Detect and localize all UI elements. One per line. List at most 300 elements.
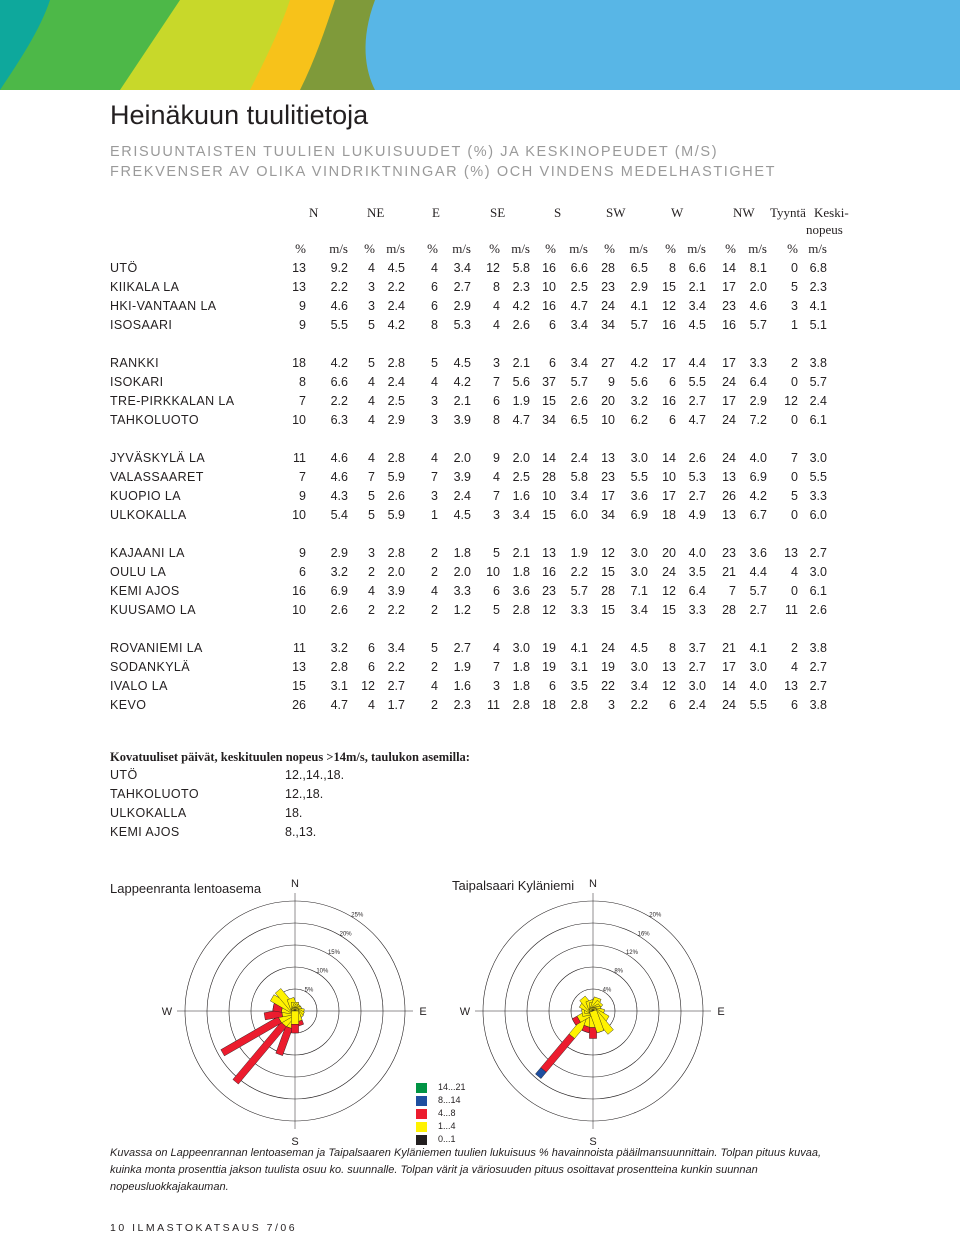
compass-s: S xyxy=(589,1136,597,1148)
cell-speed: 2.6 xyxy=(512,318,530,332)
cell-speed: 6.7 xyxy=(749,508,767,522)
station-name: KEMI AJOS xyxy=(110,584,180,598)
cell-percent: 26 xyxy=(722,489,736,503)
cell-speed: 4.7 xyxy=(570,299,588,313)
cell-percent: 2 xyxy=(368,603,375,617)
station-name: JYVÄSKYLÄ LA xyxy=(110,451,206,465)
rose-bar-red xyxy=(291,1024,298,1033)
cell-percent: 19 xyxy=(601,660,615,674)
cell-speed: 4.0 xyxy=(749,679,767,693)
cell-percent: 12 xyxy=(662,299,676,313)
cell-percent: 12 xyxy=(601,546,615,560)
cell-percent: 6 xyxy=(299,565,306,579)
cell-speed: 4.1 xyxy=(749,641,767,655)
cell-percent: 0 xyxy=(791,584,798,598)
table-row xyxy=(110,261,850,280)
cell-speed: 2.9 xyxy=(630,280,648,294)
cell-percent: 14 xyxy=(722,261,736,275)
cell-percent: 4 xyxy=(493,299,500,313)
compass-e: E xyxy=(717,1006,725,1018)
station-name: ISOKARI xyxy=(110,375,164,389)
cell-speed: 4.4 xyxy=(688,356,706,370)
cell-percent: 5 xyxy=(431,641,438,655)
cell-speed: 3.9 xyxy=(387,584,405,598)
cell-speed: 4.7 xyxy=(688,413,706,427)
cell-speed: 2.7 xyxy=(688,489,706,503)
cell-percent: 13 xyxy=(292,261,306,275)
station-name: RANKKI xyxy=(110,356,159,370)
cell-speed: 2.6 xyxy=(330,603,348,617)
cell-speed: 2.2 xyxy=(570,565,588,579)
cell-percent: 7 xyxy=(299,394,306,408)
wind-rose-lappeenranta xyxy=(162,878,427,1148)
cell-percent: 4 xyxy=(368,413,375,427)
cell-speed: 1.6 xyxy=(512,489,530,503)
cell-speed: 5.6 xyxy=(512,375,530,389)
cell-speed: 3.0 xyxy=(688,679,706,693)
cell-speed: 5.7 xyxy=(570,375,588,389)
cell-speed: 3.4 xyxy=(570,356,588,370)
station-name: VALASSAARET xyxy=(110,470,204,484)
table-row xyxy=(110,318,850,337)
cell-speed: 2.0 xyxy=(387,565,405,579)
legend-swatch xyxy=(416,1135,427,1145)
cell-percent: 6 xyxy=(791,698,798,712)
station-name: UTÖ xyxy=(110,261,138,275)
cell-percent: 1 xyxy=(791,318,798,332)
cell-speed: 4.2 xyxy=(749,489,767,503)
unit-percent: % xyxy=(665,241,676,256)
table-row xyxy=(110,641,850,660)
cell-speed: 3.6 xyxy=(512,584,530,598)
cell-percent: 28 xyxy=(542,470,556,484)
subtitle-finnish: ERISUUNTAISTEN TUULIEN LUKUISUUDET (%) JA KESKINOPEUDET (M/S) xyxy=(110,144,719,160)
cell-speed: 5.3 xyxy=(688,470,706,484)
cell-percent: 5 xyxy=(368,356,375,370)
cell-percent: 19 xyxy=(542,660,556,674)
cell-percent: 6 xyxy=(669,698,676,712)
cell-percent: 8 xyxy=(299,375,306,389)
cell-speed: 3.1 xyxy=(330,679,348,693)
cell-speed: 3.0 xyxy=(630,565,648,579)
station-name: KEVO xyxy=(110,698,147,712)
unit-percent: % xyxy=(427,241,438,256)
cell-percent: 23 xyxy=(722,546,736,560)
cell-speed: 2.2 xyxy=(330,280,348,294)
rose-ring-label: 5% xyxy=(304,987,314,994)
cell-percent: 10 xyxy=(542,489,556,503)
cell-speed: 3.6 xyxy=(630,489,648,503)
cell-speed: 2.0 xyxy=(453,565,471,579)
cell-percent: 7 xyxy=(791,451,798,465)
cell-percent: 1 xyxy=(431,508,438,522)
cell-percent: 6 xyxy=(368,641,375,655)
cell-speed: 6.5 xyxy=(570,413,588,427)
cell-percent: 23 xyxy=(542,584,556,598)
cell-speed: 2.8 xyxy=(387,356,405,370)
mean-speed-header-1: Keski- xyxy=(814,205,849,220)
cell-percent: 6 xyxy=(431,280,438,294)
cell-percent: 14 xyxy=(662,451,676,465)
cell-percent: 3 xyxy=(608,698,615,712)
cell-speed: 5.5 xyxy=(330,318,348,332)
cell-speed: 2.6 xyxy=(387,489,405,503)
cell-percent: 3 xyxy=(493,356,500,370)
cell-speed: 2.8 xyxy=(512,603,530,617)
rose-ring-label: 20% xyxy=(649,912,662,919)
cell-percent: 12 xyxy=(486,261,500,275)
cell-percent: 15 xyxy=(662,280,676,294)
cell-percent: 21 xyxy=(722,565,736,579)
cell-speed: 2.1 xyxy=(512,546,530,560)
cell-speed: 6.9 xyxy=(330,584,348,598)
cell-speed: 5.5 xyxy=(749,698,767,712)
cell-speed: 6.6 xyxy=(330,375,348,389)
storm-dates: 12.,18. xyxy=(285,787,324,801)
table-row xyxy=(110,394,850,413)
table-row xyxy=(110,565,850,584)
cell-percent: 12 xyxy=(361,679,375,693)
rose-title-taipalsaari: Taipalsaari Kyläniemi xyxy=(452,878,575,893)
rose-bar-red xyxy=(589,1028,596,1039)
cell-percent: 11 xyxy=(293,641,306,655)
cell-percent: 17 xyxy=(662,356,676,370)
cell-percent: 15 xyxy=(292,679,306,693)
cell-speed: 3.2 xyxy=(330,565,348,579)
cell-speed: 6.4 xyxy=(749,375,767,389)
rose-ring-label: 8% xyxy=(614,968,623,975)
cell-percent: 9 xyxy=(608,375,615,389)
cell-speed: 7.2 xyxy=(749,413,767,427)
cell-speed: 2.4 xyxy=(688,698,706,712)
cell-speed: 4.7 xyxy=(330,698,348,712)
cell-speed: 3.4 xyxy=(512,508,530,522)
cell-speed: 6.2 xyxy=(630,413,648,427)
dir-header-nw: NW xyxy=(733,205,755,220)
station-name: KUUSAMO LA xyxy=(110,603,196,617)
cell-speed: 5.7 xyxy=(630,318,648,332)
cell-speed: 2.4 xyxy=(570,451,588,465)
cell-percent: 10 xyxy=(292,508,306,522)
cell-percent: 6 xyxy=(493,584,500,598)
cell-percent: 2 xyxy=(368,565,375,579)
cell-speed: 1.8 xyxy=(512,679,530,693)
cell-speed: 8.1 xyxy=(749,261,767,275)
cell-speed: 4.2 xyxy=(512,299,530,313)
storm-station: KEMI AJOS xyxy=(110,825,180,839)
storm-days-heading: Kovatuuliset päivät, keskituulen nopeus >14m/s, taulukon asemilla: xyxy=(110,750,470,764)
cell-percent: 4 xyxy=(431,451,438,465)
legend-label: 1...4 xyxy=(438,1121,456,1131)
cell-percent: 13 xyxy=(601,451,615,465)
cell-percent: 5 xyxy=(368,318,375,332)
cell-speed: 3.0 xyxy=(512,641,530,655)
cell-speed: 3.9 xyxy=(453,413,471,427)
cell-speed: 3.0 xyxy=(630,660,648,674)
station-name: TAHKOLUOTO xyxy=(110,413,199,427)
cell-percent: 3 xyxy=(431,413,438,427)
table-row xyxy=(110,489,850,508)
storm-days-section xyxy=(110,750,470,839)
cell-percent: 17 xyxy=(722,356,736,370)
cell-speed: 4.5 xyxy=(688,318,706,332)
cell-percent: 0 xyxy=(791,413,798,427)
cell-speed: 2.9 xyxy=(330,546,348,560)
cell-percent: 3 xyxy=(368,546,375,560)
cell-speed: 5.1 xyxy=(809,318,827,332)
wind-rose-taipalsaari xyxy=(460,878,725,1148)
cell-percent: 27 xyxy=(601,356,615,370)
cell-percent: 0 xyxy=(791,508,798,522)
cell-speed: 6.1 xyxy=(809,413,827,427)
cell-percent: 10 xyxy=(486,565,500,579)
cell-percent: 8 xyxy=(431,318,438,332)
cell-speed: 2.7 xyxy=(387,679,405,693)
cell-percent: 5 xyxy=(493,603,500,617)
unit-ms: m/s xyxy=(629,241,648,256)
cell-percent: 4 xyxy=(368,451,375,465)
cell-percent: 4 xyxy=(493,470,500,484)
cell-percent: 6 xyxy=(549,318,556,332)
cell-percent: 4 xyxy=(791,660,798,674)
cell-speed: 7.1 xyxy=(630,584,648,598)
cell-speed: 4.0 xyxy=(688,546,706,560)
cell-speed: 2.1 xyxy=(688,280,706,294)
cell-speed: 4.5 xyxy=(453,356,471,370)
cell-percent: 24 xyxy=(722,413,736,427)
station-name: SODANKYLÄ xyxy=(110,660,191,674)
cell-percent: 34 xyxy=(542,413,556,427)
cell-speed: 1.7 xyxy=(387,698,405,712)
cell-percent: 5 xyxy=(431,356,438,370)
cell-percent: 13 xyxy=(292,280,306,294)
unit-ms: m/s xyxy=(386,241,405,256)
cell-speed: 2.8 xyxy=(512,698,530,712)
cell-percent: 16 xyxy=(542,299,556,313)
rose-bar xyxy=(291,1011,298,1033)
cell-percent: 2 xyxy=(431,660,438,674)
storm-dates: 18. xyxy=(285,806,303,820)
cell-speed: 2.7 xyxy=(688,394,706,408)
cell-speed: 3.0 xyxy=(809,565,827,579)
cell-percent: 16 xyxy=(542,565,556,579)
cell-percent: 13 xyxy=(722,508,736,522)
cell-percent: 12 xyxy=(662,679,676,693)
cell-percent: 15 xyxy=(542,508,556,522)
cell-speed: 3.4 xyxy=(387,641,405,655)
cell-speed: 2.4 xyxy=(387,375,405,389)
cell-speed: 3.4 xyxy=(570,318,588,332)
table-row xyxy=(110,584,850,603)
cell-percent: 5 xyxy=(368,508,375,522)
cell-speed: 4.0 xyxy=(749,451,767,465)
cell-percent: 4 xyxy=(368,375,375,389)
cell-speed: 2.7 xyxy=(809,679,827,693)
cell-percent: 28 xyxy=(722,603,736,617)
station-name: KAJAANI LA xyxy=(110,546,185,560)
cell-percent: 15 xyxy=(601,603,615,617)
cell-speed: 4.2 xyxy=(453,375,471,389)
unit-percent: % xyxy=(545,241,556,256)
cell-speed: 4.2 xyxy=(387,318,405,332)
cell-speed: 5.5 xyxy=(809,470,827,484)
cell-speed: 3.0 xyxy=(630,546,648,560)
cell-speed: 4.2 xyxy=(330,356,348,370)
table-row xyxy=(110,375,850,394)
cell-speed: 4.6 xyxy=(330,299,348,313)
station-name: OULU LA xyxy=(110,565,167,579)
cell-speed: 9.2 xyxy=(330,261,348,275)
cell-percent: 2 xyxy=(791,641,798,655)
cell-percent: 4 xyxy=(431,584,438,598)
legend-label: 0...1 xyxy=(438,1134,456,1144)
cell-percent: 3 xyxy=(368,299,375,313)
cell-speed: 5.5 xyxy=(688,375,706,389)
cell-percent: 17 xyxy=(601,489,615,503)
rose-bar-yellow xyxy=(291,1011,298,1024)
rose-ring-label: 15% xyxy=(327,950,340,957)
rose-ring-label: 16% xyxy=(637,931,650,938)
cell-speed: 2.3 xyxy=(453,698,471,712)
cell-percent: 8 xyxy=(493,413,500,427)
cell-percent: 9 xyxy=(299,489,306,503)
cell-percent: 13 xyxy=(722,470,736,484)
cell-speed: 3.1 xyxy=(570,660,588,674)
unit-ms: m/s xyxy=(748,241,767,256)
cell-speed: 1.9 xyxy=(512,394,530,408)
cell-speed: 2.6 xyxy=(570,394,588,408)
cell-speed: 3.0 xyxy=(630,451,648,465)
cell-speed: 4.6 xyxy=(749,299,767,313)
compass-n: N xyxy=(291,878,299,890)
cell-percent: 19 xyxy=(542,641,556,655)
cell-speed: 6.3 xyxy=(330,413,348,427)
cell-percent: 0 xyxy=(791,470,798,484)
cell-percent: 11 xyxy=(487,698,500,712)
rose-ring-label: 10% xyxy=(316,968,329,975)
cell-speed: 4.5 xyxy=(453,508,471,522)
cell-percent: 15 xyxy=(662,603,676,617)
cell-percent: 12 xyxy=(784,394,798,408)
unit-percent: % xyxy=(295,241,306,256)
cell-percent: 15 xyxy=(601,565,615,579)
station-name: IVALO LA xyxy=(110,679,168,693)
cell-speed: 3.0 xyxy=(749,660,767,674)
cell-percent: 4 xyxy=(791,565,798,579)
header-banner xyxy=(0,0,960,90)
mean-speed-header-2: nopeus xyxy=(806,222,843,237)
cell-speed: 2.0 xyxy=(512,451,530,465)
cell-speed: 6.8 xyxy=(809,261,827,275)
cell-percent: 3 xyxy=(368,280,375,294)
cell-speed: 3.0 xyxy=(809,451,827,465)
cell-speed: 1.8 xyxy=(512,660,530,674)
cell-percent: 10 xyxy=(292,603,306,617)
cell-speed: 4.4 xyxy=(749,565,767,579)
cell-percent: 6 xyxy=(368,660,375,674)
cell-speed: 1.9 xyxy=(453,660,471,674)
cell-percent: 24 xyxy=(722,451,736,465)
cell-speed: 5.8 xyxy=(512,261,530,275)
cell-speed: 3.4 xyxy=(688,299,706,313)
cell-percent: 0 xyxy=(791,375,798,389)
cell-speed: 4.6 xyxy=(330,470,348,484)
cell-speed: 2.8 xyxy=(387,546,405,560)
unit-ms: m/s xyxy=(687,241,706,256)
cell-speed: 5.6 xyxy=(630,375,648,389)
page-title: Heinäkuun tuulitietoja xyxy=(110,100,369,130)
cell-percent: 10 xyxy=(292,413,306,427)
cell-percent: 16 xyxy=(542,261,556,275)
compass-w: W xyxy=(459,1006,471,1018)
cell-percent: 4 xyxy=(431,375,438,389)
cell-percent: 6 xyxy=(549,679,556,693)
cell-percent: 14 xyxy=(722,679,736,693)
station-name: TRE-PIRKKALAN LA xyxy=(110,394,235,408)
cell-percent: 18 xyxy=(542,698,556,712)
cell-percent: 2 xyxy=(431,603,438,617)
cell-speed: 3.5 xyxy=(570,679,588,693)
cell-speed: 1.6 xyxy=(453,679,471,693)
cell-speed: 2.2 xyxy=(387,603,405,617)
compass-w: W xyxy=(161,1006,173,1018)
cell-percent: 4 xyxy=(368,394,375,408)
table-row xyxy=(110,508,850,527)
cell-percent: 5 xyxy=(493,546,500,560)
cell-speed: 2.3 xyxy=(809,280,827,294)
cell-percent: 3 xyxy=(791,299,798,313)
banner-graphic xyxy=(0,0,960,90)
cell-percent: 23 xyxy=(601,470,615,484)
cell-percent: 13 xyxy=(542,546,556,560)
cell-percent: 13 xyxy=(662,660,676,674)
dir-header-se: SE xyxy=(490,205,506,220)
cell-percent: 4 xyxy=(493,641,500,655)
cell-percent: 3 xyxy=(493,508,500,522)
cell-speed: 2.7 xyxy=(809,660,827,674)
cell-speed: 2.9 xyxy=(387,413,405,427)
cell-percent: 28 xyxy=(601,584,615,598)
cell-speed: 5.4 xyxy=(330,508,348,522)
station-name: KIIKALA LA xyxy=(110,280,180,294)
cell-speed: 3.2 xyxy=(630,394,648,408)
cell-speed: 3.9 xyxy=(453,470,471,484)
rose-ring-label: 25% xyxy=(351,912,364,919)
cell-speed: 2.8 xyxy=(387,451,405,465)
cell-percent: 11 xyxy=(785,603,798,617)
cell-speed: 2.6 xyxy=(809,603,827,617)
cell-speed: 2.8 xyxy=(570,698,588,712)
cell-speed: 2.1 xyxy=(512,356,530,370)
cell-speed: 3.4 xyxy=(630,603,648,617)
compass-s: S xyxy=(291,1136,299,1148)
cell-percent: 7 xyxy=(493,660,500,674)
cell-speed: 4.2 xyxy=(630,356,648,370)
cell-percent: 7 xyxy=(431,470,438,484)
compass-n: N xyxy=(589,878,597,890)
cell-percent: 2 xyxy=(791,356,798,370)
calm-header: Tyyntä xyxy=(770,205,806,220)
rose-ring-label: 4% xyxy=(602,987,612,994)
unit-percent: % xyxy=(725,241,736,256)
cell-speed: 4.1 xyxy=(570,641,588,655)
cell-percent: 6 xyxy=(669,413,676,427)
cell-speed: 2.4 xyxy=(453,489,471,503)
cell-speed: 2.5 xyxy=(387,394,405,408)
cell-percent: 9 xyxy=(493,451,500,465)
cell-speed: 4.5 xyxy=(630,641,648,655)
unit-percent: % xyxy=(364,241,375,256)
